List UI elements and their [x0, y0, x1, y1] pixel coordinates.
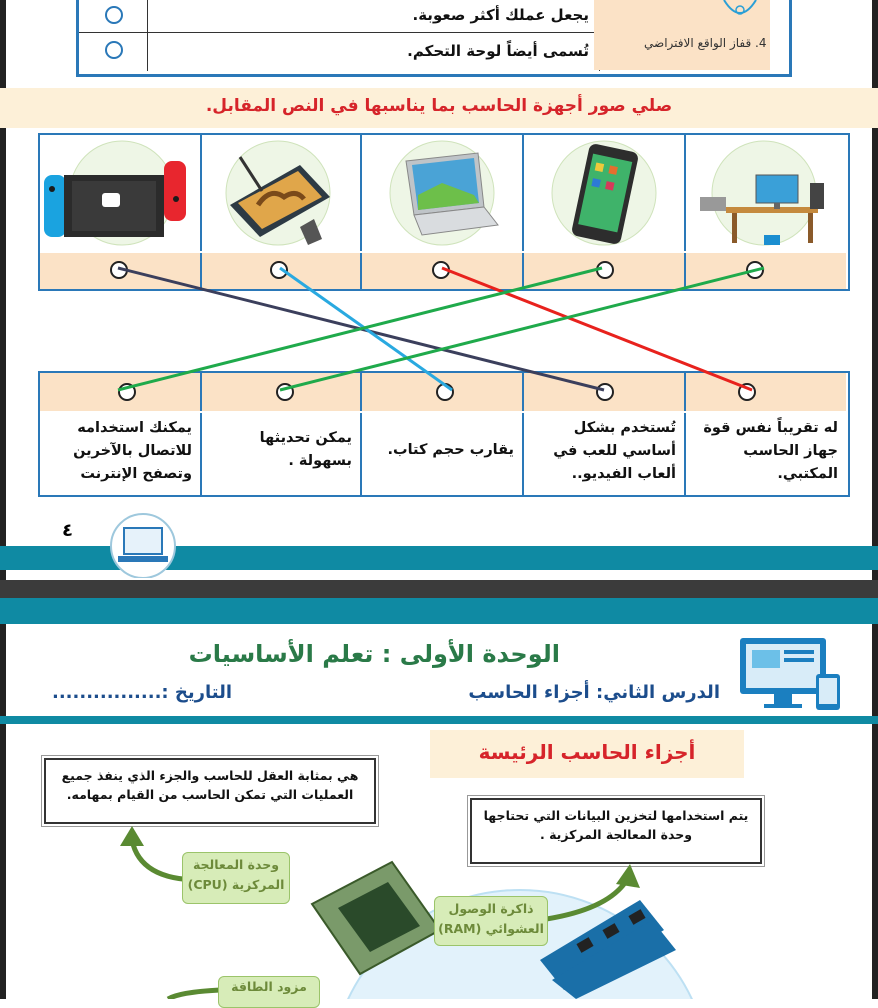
psu-label: مزود الطاقة [218, 976, 320, 1008]
lesson-title: الدرس الثاني: أجزاء الحاسب [468, 682, 720, 703]
arrow-head [120, 826, 144, 846]
instruction-text: صلي صور أجهزة الحاسب بما يناسبها في النص المقابل. [205, 96, 673, 116]
arrow [168, 990, 220, 999]
cpu-description: هي بمثابة العقل للحاسب والجزء الذي ينفذ جميع العمليات التي تمكن الحاسب من القيام بمهامه. [44, 758, 376, 824]
date-field: التاريخ :................ [52, 682, 232, 703]
arrow-head [616, 864, 640, 888]
statement-text: يقارب حجم كتاب. [387, 442, 514, 458]
ram-label: ذاكرة الوصول العشوائي (RAM) [434, 896, 548, 946]
statement-text: يمكن تحديثها بسهولة . [259, 430, 352, 469]
statement-text: له تقريباً نفس قوة جهاز الحاسب المكتبي. [703, 420, 838, 482]
row-text: يجعل عملك أكثر صعوبة. [412, 6, 589, 24]
statement-text: تُستخدم بشكل أساسي للعب في ألعاب الفيديو.. [553, 420, 676, 482]
unit-title: الوحدة الأولى : تعلم الأساسيات [188, 640, 560, 668]
ram-description: يتم استخدامها لتخزين البيانات التي تحتاجها وحدة المعالجة المركزية . [470, 798, 762, 864]
cpu-label: وحدة المعالجة المركزية (CPU) [182, 852, 290, 904]
statement-text: يمكنك استخدامه للاتصال بالآخرين وتصفح الإنترنت [73, 420, 192, 482]
row-text: تُسمى أيضاً لوحة التحكم. [407, 42, 589, 60]
page-number: ٤ [62, 520, 73, 541]
vr-item-label: 4. قفاز الواقع الافتراضي [644, 36, 767, 50]
section-title: أجزاء الحاسب الرئيسة [430, 730, 744, 778]
